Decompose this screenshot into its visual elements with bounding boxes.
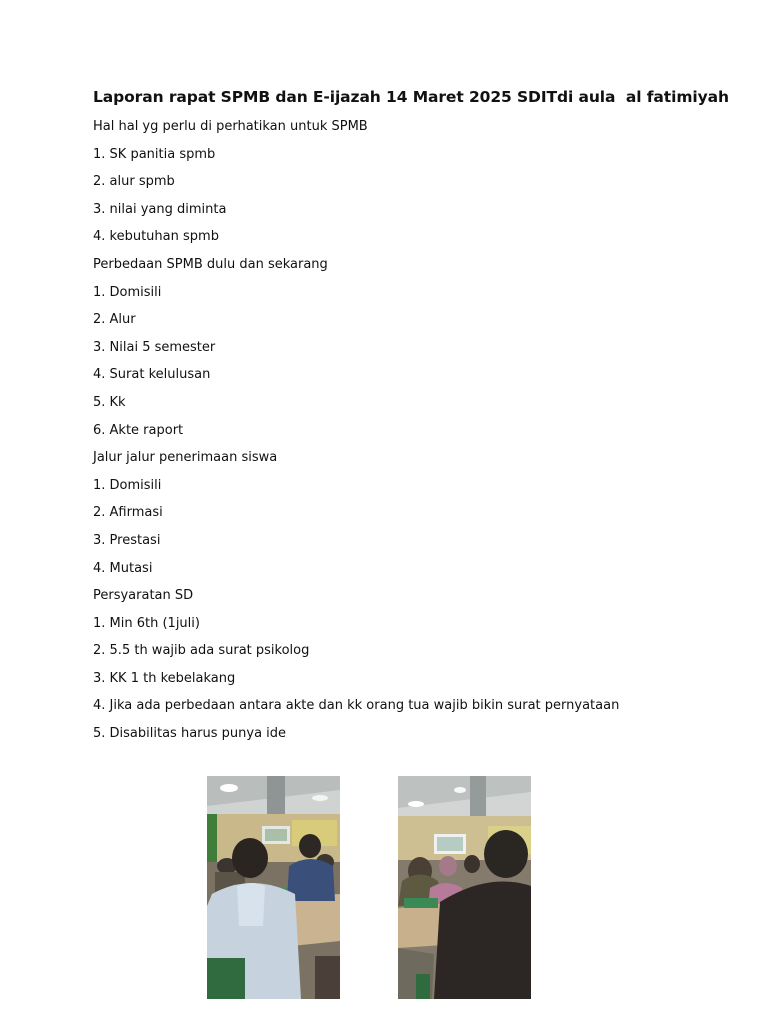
text-line: 5. Disabilitas harus punya ide xyxy=(93,726,287,742)
text-line: Jalur jalur penerimaan siswa xyxy=(93,450,278,466)
text-line: 4. Mutasi xyxy=(93,560,153,576)
meeting-photo-right xyxy=(398,776,531,999)
text-line: 2. Afirmasi xyxy=(93,505,163,521)
text-line: 1. SK panitia spmb xyxy=(93,146,216,162)
text-line: 1. Min 6th (1juli) xyxy=(93,615,200,631)
document-body xyxy=(93,117,619,752)
text-line: 3. Nilai 5 semester xyxy=(93,339,216,355)
text-line: 3. Prestasi xyxy=(93,532,161,548)
text-line: 3. KK 1 th kebelakang xyxy=(93,670,236,686)
text-line: 2. alur spmb xyxy=(93,174,175,190)
text-line: 2. Alur xyxy=(93,312,136,328)
text-line: 1. Domisili xyxy=(93,477,162,493)
meeting-photo-left xyxy=(207,776,340,999)
document-title: Laporan rapat SPMB dan E-ijazah 14 Maret 2025 SDITdi aula al fatimiyah xyxy=(93,88,729,106)
text-line: 6. Akte raport xyxy=(93,422,184,438)
text-line: Persyaratan SD xyxy=(93,588,194,604)
text-line: 2. 5.5 th wajib ada surat psikolog xyxy=(93,643,310,659)
text-line: 4. Jika ada perbedaan antara akte dan kk orang tua wajib bikin surat pernyataan xyxy=(93,698,620,714)
text-line: 4. Surat kelulusan xyxy=(93,367,211,383)
text-line: 4. kebutuhan spmb xyxy=(93,229,219,245)
text-line: 3. nilai yang diminta xyxy=(93,201,227,217)
text-line: Hal hal yg perlu di perhatikan untuk SPMB xyxy=(93,119,368,134)
text-line: 5. Kk xyxy=(93,394,126,410)
text-line: 1. Domisili xyxy=(93,284,162,300)
text-line: Perbedaan SPMB dulu dan sekarang xyxy=(93,256,328,272)
